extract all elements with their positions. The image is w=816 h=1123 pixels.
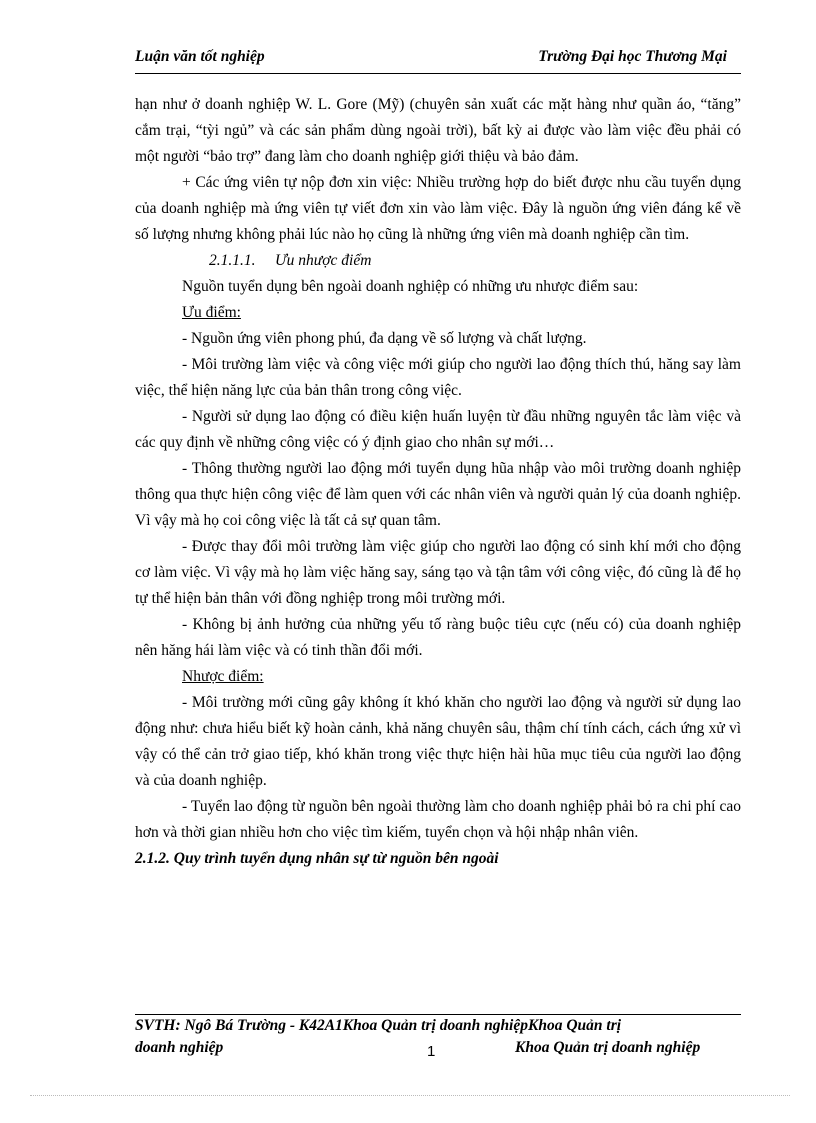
advantage-item-4: - Thông thường người lao động mới tuyển dụng hũa nhập vào môi trường doanh nghiệp thông qua thực hiện công việc để làm quen với các nhân viên và người quản lý của doanh nghiệp. Vì vậy mà họ coi công việc là tất cả sự quan tâm. bbox=[135, 460, 741, 529]
advantage-item-3: - Người sử dụng lao động có điều kiện huấn luyện từ đầu những nguyên tắc làm việc và các quy định về những công việc có ý định giao cho nhân sự mới… bbox=[135, 408, 741, 451]
document-body bbox=[135, 92, 741, 872]
page-header bbox=[135, 48, 741, 72]
footer-line-2-left: doanh nghiệp bbox=[135, 1039, 224, 1056]
paragraph-1: hạn như ở doanh nghiệp W. L. Gore (Mỹ) (chuyên sản xuất các mặt hàng như quần áo, “tăng” cắm trại, “tỳi ngủ” và các sản phẩm dùng ngoài trời), bất kỳ ai được vào làm việc đều phải có một người “bảo trợ” đang làm cho doanh nghiệp giới thiệu và bảo đảm. bbox=[135, 96, 741, 165]
page-number: 1 bbox=[427, 1043, 436, 1060]
header-rule bbox=[135, 73, 741, 74]
header-right: Trường Đại học Thương Mại bbox=[538, 48, 727, 65]
disadvantages-label: Nhược điểm: bbox=[182, 668, 264, 685]
subsection-title: Ưu nhược điểm bbox=[275, 252, 372, 269]
footer-rule bbox=[135, 1014, 741, 1015]
paragraph-3: Nguồn tuyển dụng bên ngoài doanh nghiệp có những ưu nhược điểm sau: bbox=[182, 278, 639, 295]
advantage-item-1: - Nguồn ứng viên phong phú, đa dạng về số lượng và chất lượng. bbox=[182, 330, 587, 347]
footer-line-2-right: Khoa Quản trị doanh nghiệp bbox=[515, 1039, 701, 1056]
section-heading: 2.1.2. Quy trình tuyển dụng nhân sự từ nguồn bên ngoài bbox=[135, 850, 499, 867]
paragraph-2: + Các ứng viên tự nộp đơn xin việc: Nhiều trường hợp do biết được nhu cầu tuyển dụng của doanh nghiệp mà ứng viên tự viết đơn xin vào làm việc. Đây là nguồn ứng viên đáng kể về số lượng nhưng không phải lúc nào họ cũng là những ứng viên mà doanh nghiệp cần tìm. bbox=[135, 174, 741, 243]
disadvantage-item-1: - Môi trường mới cũng gây không ít khó khăn cho người lao động và người sử dụng lao động như: chưa hiểu biết kỹ hoàn cảnh, khả năng chuyên sâu, thậm chí tính cách, cách ứng xử vì vậy có thể cản trở giao tiếp, khó khăn trong việc thực hiện hài hũa mục tiêu của người lao động và của doanh nghiệp. bbox=[135, 694, 741, 789]
header-left: Luận văn tốt nghiệp bbox=[135, 48, 265, 65]
advantage-item-6: - Không bị ảnh hưởng của những yếu tố ràng buộc tiêu cực (nếu có) của doanh nghiệp nên hăng hái làm việc và có tinh thần đổi mới. bbox=[135, 616, 741, 659]
disadvantages-label-line bbox=[135, 664, 741, 690]
advantages-label-line bbox=[135, 300, 741, 326]
page-edge-dots bbox=[30, 1095, 790, 1096]
advantage-item-2: - Môi trường làm việc và công việc mới giúp cho người lao động thích thú, hăng say làm việc, thể hiện năng lực của bản thân trong công việc. bbox=[135, 356, 741, 399]
advantages-label: Ưu điểm: bbox=[182, 304, 241, 321]
advantage-item-5: - Được thay đổi môi trường làm việc giúp cho người lao động có sinh khí mới cho động cơ làm việc. Vì vậy mà họ làm việc hăng say, sáng tạo và tận tâm với công việc, đó cũng là để họ tự thể hiện bản thân với đồng nghiệp trong môi trường mới. bbox=[135, 538, 741, 607]
subsection-heading bbox=[135, 248, 741, 274]
subsection-number: 2.1.1.1. bbox=[209, 252, 256, 269]
disadvantage-item-2: - Tuyển lao động từ nguồn bên ngoài thường làm cho doanh nghiệp phải bỏ ra chi phí cao hơn và thời gian nhiều hơn cho việc tìm kiếm, tuyển chọn và hội nhập nhân viên. bbox=[135, 798, 741, 841]
footer-line-1: SVTH: Ngô Bá Trường - K42A1Khoa Quản trị doanh nghiệpKhoa Quản trị bbox=[135, 1017, 622, 1034]
